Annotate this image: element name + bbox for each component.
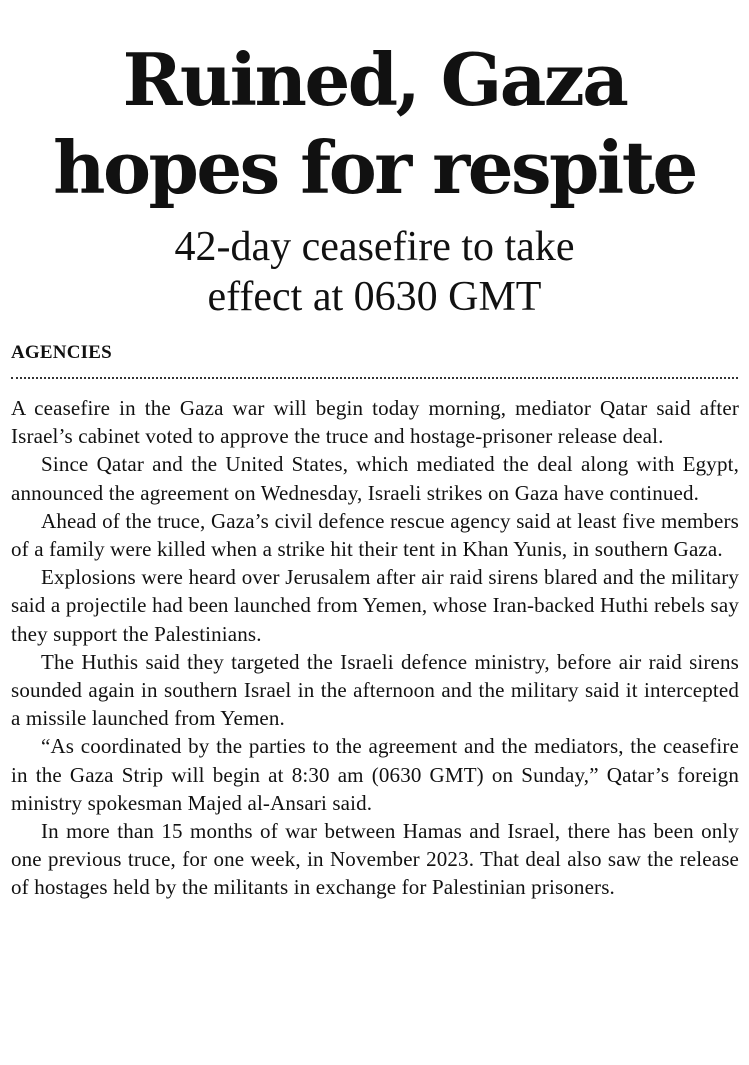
article-paragraph: In more than 15 months of war between Hamas and Israel, there has been only one previous truce, for one week, in November 2023. That deal also saw the release of hostages held by the militants in exchange for Palestinian prisoners. [11,819,739,900]
article-paragraph: “As coordinated by the parties to the agreement and the mediators, the ceasefire in the Gaza Strip will begin at 8:30 am (0630 GMT) on Sunday,” Qatar’s foreign ministry spokesman Majed al-Ansari said. [11,734,739,815]
subheadline-line-2: effect at 0630 GMT [207,274,542,320]
headline [0,36,749,212]
subheadline-line-1: 42-day ceasefire to take [174,224,575,270]
article-paragraph: Since Qatar and the United States, which mediated the deal along with Egypt, announced the agreement on Wednesday, Israeli strikes on Gaza have continued. [11,452,739,505]
byline: AGENCIES [11,342,112,363]
subheadline [0,222,749,322]
article-body [11,394,739,902]
article-paragraph: A ceasefire in the Gaza war will begin today morning, mediator Qatar said after Israel’s cabinet voted to approve the truce and hostage-prisoner release deal. [11,396,739,449]
headline-line-2: hopes for respite [53,125,696,210]
article-paragraph: Ahead of the truce, Gaza’s civil defence rescue agency said at least five members of a family were killed when a strike hit their tent in Khan Yunis, in southern Gaza. [11,508,739,562]
article-paragraph: The Huthis said they targeted the Israeli defence ministry, before air raid sirens sounded again in southern Israel in the afternoon and the military said it intercepted a missile launched from Yemen. [11,649,739,731]
headline-line-1: Ruined, Gaza [122,37,627,122]
article-paragraph: Explosions were heard over Jerusalem after air raid sirens blared and the military said a projectile had been launched from Yemen, whose Iran-backed Huthi rebels say they support the Palestinians. [11,565,739,646]
dotted-divider [11,377,738,379]
